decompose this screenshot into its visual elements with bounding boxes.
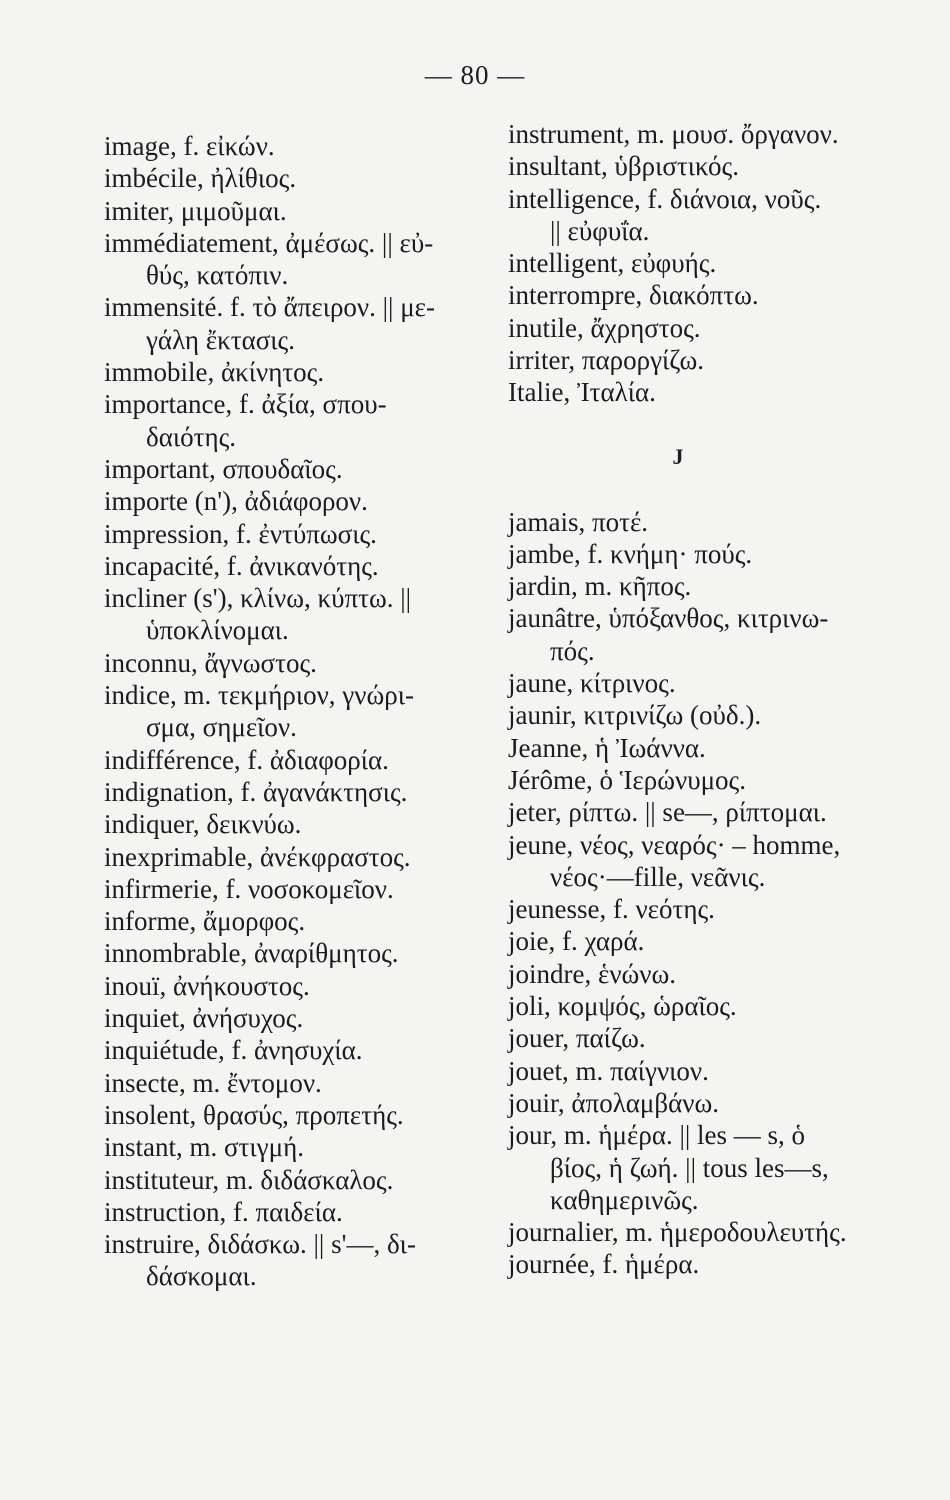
dictionary-entry-line: irriter, παροργίζω. (508, 345, 705, 376)
dictionary-entry-line: impression, f. ἐντύπωσις. (104, 518, 377, 549)
dictionary-entry-line: joie, f. χαρά. (508, 926, 645, 957)
dictionary-entry-line: intelligence, f. διάνοια, νοῦς. (508, 183, 822, 214)
dictionary-entry-line: jeter, ρίπτω. || se—, ρίπτομαι. (508, 797, 827, 828)
spacer (508, 409, 908, 441)
dictionary-entry-line: insolent, θρασύς, προπετής. (104, 1099, 404, 1130)
dictionary-entry-line: imbécile, ἠλίθιος. (104, 163, 297, 194)
dictionary-entry-line: Italie, Ἰταλία. (508, 377, 656, 408)
dictionary-entry-line: jouer, παίζω. (508, 1023, 646, 1054)
dictionary-entry-line: βίος, ἡ ζωή. || tous les—s, (550, 1152, 829, 1183)
dictionary-entry-line: jeunesse, f. νεότης. (508, 894, 715, 925)
dictionary-entry-line: joli, κομψός, ὡραῖος. (508, 991, 737, 1022)
dictionary-entry-line: indifférence, f. ἀδιαφορία. (104, 744, 389, 775)
dictionary-entry-line: νέος·—fille, νεᾶνις. (550, 861, 766, 892)
dictionary-entry-line: immensité. f. τὸ ἄπειρον. || με- (104, 292, 436, 323)
dictionary-entry-line: instant, m. στιγμή. (104, 1132, 304, 1163)
dictionary-entry-line: indignation, f. ἀγανάκτησις. (104, 776, 408, 807)
dictionary-entry-line: jardin, m. κῆπος. (508, 571, 692, 602)
dictionary-entry-line: immédiatement, ἀμέσως. || εὐ- (104, 227, 434, 258)
dictionary-entry-line: innombrable, ἀναρίθμητος. (104, 938, 399, 969)
dictionary-entry-line: instrument, m. μουσ. ὄργανον. (508, 119, 839, 149)
dictionary-entry-line: inconnu, ἄγνωστος. (104, 647, 317, 678)
section-letter: J (672, 443, 684, 469)
dictionary-entry-line: importe (n'), ἀδιάφορον. (104, 486, 368, 517)
dictionary-entry-line: inexprimable, ἀνέκφραστος. (104, 841, 411, 872)
dictionary-entry-line: indice, m. τεκμήριον, γνώρι- (104, 680, 414, 711)
dictionary-entry-line: σμα, σημεῖον. (146, 712, 297, 743)
dictionary-entry-line: jambe, f. κνήμη· πούς. (508, 538, 753, 569)
dictionary-entry-line: inquiétude, f. ἀνησυχία. (104, 1035, 363, 1066)
dictionary-entry-line: intelligent, εὐφυής. (508, 248, 717, 279)
dictionary-entry-line: inouï, ἀνήκουστος. (104, 970, 310, 1001)
dictionary-entry-line: indiquer, δεικνύω. (104, 809, 302, 840)
dictionary-entry-line: journalier, m. ἡμεροδουλευτής. (508, 1217, 847, 1248)
dictionary-entry-line: infirmerie, f. νοσοκομεῖον. (104, 873, 394, 904)
dictionary-entry-line: instruire, διδάσκω. || s'—, δι- (104, 1229, 416, 1260)
dictionary-entry-line: καθημερινῶς. (550, 1184, 699, 1215)
dictionary-entry-line: insultant, ὑβριστικός. (508, 151, 739, 182)
dictionary-entry-line: inutile, ἄχρηστος. (508, 312, 701, 343)
dictionary-entry-line: jaunir, κιτρινίζω (οὐδ.). (508, 700, 762, 731)
right-column-bottom-entries (508, 506, 908, 1281)
dictionary-entry-line: jouet, m. παίγνιον. (508, 1055, 709, 1086)
dictionary-entry-line: joindre, ἑνώνω. (508, 958, 677, 989)
dictionary-entry-line: instruction, f. παιδεία. (104, 1196, 343, 1227)
dictionary-entry-line: insecte, m. ἔντομον. (104, 1067, 322, 1098)
page-number: — 80 — (424, 60, 526, 90)
dictionary-entry-line: δαιότης. (146, 421, 237, 452)
dictionary-entry-line: incapacité, f. ἀνικανότης. (104, 550, 379, 581)
dictionary-entry-line: Jeanne, ἡ Ἰωάννα. (508, 732, 706, 763)
dictionary-entry-line: jamais, ποτέ. (508, 506, 649, 537)
dictionary-entry-line: δάσκομαι. (146, 1261, 257, 1292)
dictionary-entry-line: γάλη ἔκτασις. (146, 324, 296, 355)
right-column-top-entries (508, 118, 908, 409)
left-column (104, 130, 499, 1293)
dictionary-entry-line: jeune, νέος, νεαρός· – homme, (508, 829, 841, 860)
dictionary-entry-line: incliner (s'), κλίνω, κύπτω. || (104, 583, 412, 614)
dictionary-entry-line: image, f. εἰκών. (104, 131, 275, 161)
dictionary-entry-line: informe, ἄμορφος. (104, 906, 306, 937)
dictionary-entry-line: important, σπουδαῖος. (104, 453, 343, 484)
dictionary-entry-line: immobile, ἀκίνητος. (104, 357, 325, 388)
dictionary-entry-line: instituteur, m. διδάσκαλος. (104, 1164, 394, 1195)
dictionary-entry-line: jaune, κίτρινος. (508, 668, 676, 699)
dictionary-entry-line: ὑποκλίνομαι. (146, 615, 289, 646)
spacer (508, 473, 908, 505)
dictionary-entry-line: importance, f. ἀξία, σπου- (104, 389, 387, 420)
dictionary-entry-line: interrompre, διακόπτω. (508, 280, 759, 311)
dictionary-entry-line: πός. (550, 635, 595, 666)
dictionary-entry-line: jaunâtre, ὑπόξανθος, κιτρινω- (508, 603, 829, 634)
dictionary-entry-line: || εὐφυΐα. (550, 215, 650, 246)
dictionary-entry-line: imiter, μιμοῦμαι. (104, 195, 287, 226)
dictionary-entry-line: inquiet, ἀνήσυχος. (104, 1003, 304, 1034)
dictionary-entry-line: jouir, ἀπολαμβάνω. (508, 1087, 720, 1118)
dictionary-entry-line: jour, m. ἡμέρα. || les — s, ὁ (508, 1120, 806, 1151)
dictionary-entry-line: journée, f. ἡμέρα. (508, 1249, 700, 1280)
right-column (508, 118, 908, 1281)
dictionary-entry-line: Jérôme, ὁ Ἱερώνυμος. (508, 764, 746, 795)
dictionary-entry-line: θύς, κατόπιν. (146, 260, 289, 291)
